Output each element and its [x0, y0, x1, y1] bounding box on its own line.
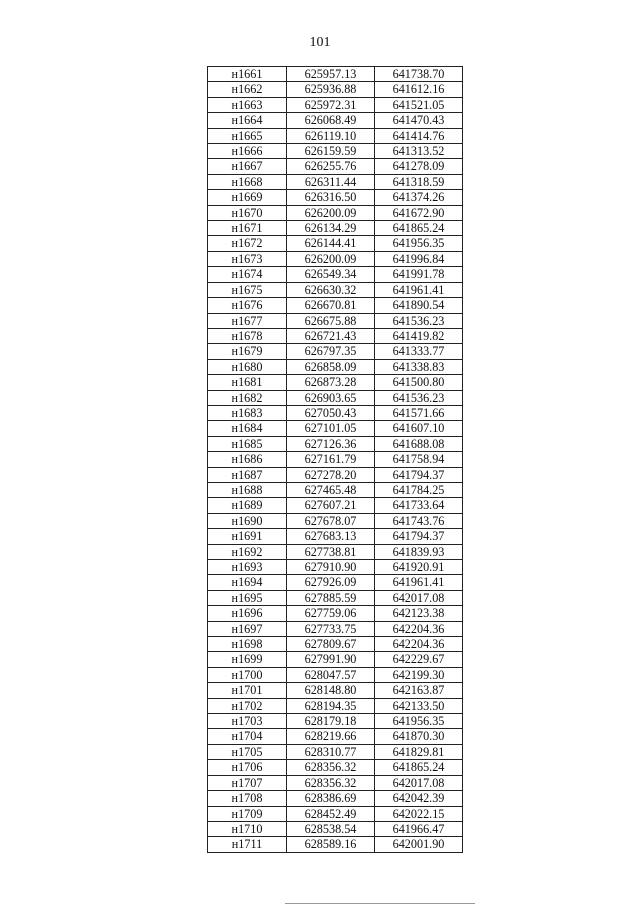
point-id-cell: н1700: [208, 667, 287, 682]
table-row: [208, 821, 463, 836]
y-coordinate-cell: 642199.30: [375, 667, 463, 682]
y-coordinate-cell: 641278.09: [375, 159, 463, 174]
point-id-cell: н1706: [208, 760, 287, 775]
table-row: [208, 590, 463, 605]
point-id-cell: н1665: [208, 128, 287, 143]
table-row: [208, 652, 463, 667]
table-row: [208, 621, 463, 636]
coordinates-table-body: [208, 67, 463, 853]
x-coordinate-cell: 627465.48: [287, 482, 375, 497]
table-row: [208, 791, 463, 806]
y-coordinate-cell: 641829.81: [375, 744, 463, 759]
x-coordinate-cell: 626159.59: [287, 144, 375, 159]
point-id-cell: н1690: [208, 513, 287, 528]
x-coordinate-cell: 628148.80: [287, 683, 375, 698]
table-row: [208, 298, 463, 313]
x-coordinate-cell: 625957.13: [287, 67, 375, 82]
table-row: [208, 67, 463, 82]
y-coordinate-cell: 641996.84: [375, 251, 463, 266]
y-coordinate-cell: 641920.91: [375, 560, 463, 575]
point-id-cell: н1663: [208, 97, 287, 112]
table-row: [208, 729, 463, 744]
y-coordinate-cell: 641794.37: [375, 529, 463, 544]
y-coordinate-cell: 641333.77: [375, 344, 463, 359]
x-coordinate-cell: 626200.09: [287, 251, 375, 266]
table-row: [208, 205, 463, 220]
table-row: [208, 529, 463, 544]
table-row: [208, 344, 463, 359]
y-coordinate-cell: 641956.35: [375, 714, 463, 729]
x-coordinate-cell: 627607.21: [287, 498, 375, 513]
point-id-cell: н1687: [208, 467, 287, 482]
y-coordinate-cell: 641612.16: [375, 82, 463, 97]
point-id-cell: н1698: [208, 637, 287, 652]
y-coordinate-cell: 641865.24: [375, 760, 463, 775]
x-coordinate-cell: 626903.65: [287, 390, 375, 405]
y-coordinate-cell: 641688.08: [375, 436, 463, 451]
point-id-cell: н1679: [208, 344, 287, 359]
x-coordinate-cell: 628310.77: [287, 744, 375, 759]
table-row: [208, 128, 463, 143]
x-coordinate-cell: 627683.13: [287, 529, 375, 544]
table-row: [208, 637, 463, 652]
y-coordinate-cell: 641733.64: [375, 498, 463, 513]
point-id-cell: н1694: [208, 575, 287, 590]
y-coordinate-cell: 642123.38: [375, 606, 463, 621]
y-coordinate-cell: 641521.05: [375, 97, 463, 112]
table-row: [208, 606, 463, 621]
y-coordinate-cell: 642022.15: [375, 806, 463, 821]
y-coordinate-cell: 641743.76: [375, 513, 463, 528]
y-coordinate-cell: 641500.80: [375, 375, 463, 390]
y-coordinate-cell: 642042.39: [375, 791, 463, 806]
y-coordinate-cell: 642017.08: [375, 775, 463, 790]
point-id-cell: н1693: [208, 560, 287, 575]
point-id-cell: н1678: [208, 328, 287, 343]
x-coordinate-cell: 628179.18: [287, 714, 375, 729]
y-coordinate-cell: 641536.23: [375, 313, 463, 328]
x-coordinate-cell: 627738.81: [287, 544, 375, 559]
y-coordinate-cell: 641414.76: [375, 128, 463, 143]
point-id-cell: н1673: [208, 251, 287, 266]
y-coordinate-cell: 641784.25: [375, 482, 463, 497]
x-coordinate-cell: 626144.41: [287, 236, 375, 251]
point-id-cell: н1680: [208, 359, 287, 374]
point-id-cell: н1674: [208, 267, 287, 282]
point-id-cell: н1676: [208, 298, 287, 313]
point-id-cell: н1670: [208, 205, 287, 220]
x-coordinate-cell: 628356.32: [287, 760, 375, 775]
page-number: 101: [309, 35, 331, 50]
x-coordinate-cell: 625972.31: [287, 97, 375, 112]
table-row: [208, 313, 463, 328]
y-coordinate-cell: 641758.94: [375, 452, 463, 467]
table-row: [208, 760, 463, 775]
x-coordinate-cell: 627050.43: [287, 405, 375, 420]
point-id-cell: н1683: [208, 405, 287, 420]
table-row: [208, 452, 463, 467]
point-id-cell: н1664: [208, 113, 287, 128]
y-coordinate-cell: 641865.24: [375, 221, 463, 236]
x-coordinate-cell: 627733.75: [287, 621, 375, 636]
table-row: [208, 421, 463, 436]
x-coordinate-cell: 628219.66: [287, 729, 375, 744]
table-row: [208, 190, 463, 205]
x-coordinate-cell: 628452.49: [287, 806, 375, 821]
point-id-cell: н1677: [208, 313, 287, 328]
point-id-cell: н1710: [208, 821, 287, 836]
point-id-cell: н1688: [208, 482, 287, 497]
y-coordinate-cell: 642001.90: [375, 837, 463, 852]
point-id-cell: н1686: [208, 452, 287, 467]
point-id-cell: н1681: [208, 375, 287, 390]
y-coordinate-cell: 641536.23: [375, 390, 463, 405]
x-coordinate-cell: 628589.16: [287, 837, 375, 852]
point-id-cell: н1685: [208, 436, 287, 451]
y-coordinate-cell: 641956.35: [375, 236, 463, 251]
y-coordinate-cell: 642204.36: [375, 637, 463, 652]
table-row: [208, 144, 463, 159]
coordinates-table: [207, 66, 463, 853]
x-coordinate-cell: 626068.49: [287, 113, 375, 128]
y-coordinate-cell: 642163.87: [375, 683, 463, 698]
table-row: [208, 482, 463, 497]
x-coordinate-cell: 626873.28: [287, 375, 375, 390]
point-id-cell: н1699: [208, 652, 287, 667]
y-coordinate-cell: 641961.41: [375, 282, 463, 297]
y-coordinate-cell: 642204.36: [375, 621, 463, 636]
x-coordinate-cell: 626255.76: [287, 159, 375, 174]
y-coordinate-cell: 641313.52: [375, 144, 463, 159]
x-coordinate-cell: 628386.69: [287, 791, 375, 806]
table-row: [208, 775, 463, 790]
point-id-cell: н1702: [208, 698, 287, 713]
table-row: [208, 267, 463, 282]
y-coordinate-cell: 641318.59: [375, 174, 463, 189]
y-coordinate-cell: 641839.93: [375, 544, 463, 559]
table-row: [208, 744, 463, 759]
x-coordinate-cell: 627809.67: [287, 637, 375, 652]
table-row: [208, 251, 463, 266]
y-coordinate-cell: 641338.83: [375, 359, 463, 374]
x-coordinate-cell: 627278.20: [287, 467, 375, 482]
x-coordinate-cell: 627759.06: [287, 606, 375, 621]
bottom-divider: [285, 903, 475, 904]
x-coordinate-cell: 626316.50: [287, 190, 375, 205]
x-coordinate-cell: 628047.57: [287, 667, 375, 682]
point-id-cell: н1668: [208, 174, 287, 189]
point-id-cell: н1709: [208, 806, 287, 821]
table-row: [208, 837, 463, 852]
point-id-cell: н1666: [208, 144, 287, 159]
point-id-cell: н1682: [208, 390, 287, 405]
x-coordinate-cell: 627885.59: [287, 590, 375, 605]
point-id-cell: н1692: [208, 544, 287, 559]
x-coordinate-cell: 627101.05: [287, 421, 375, 436]
point-id-cell: н1707: [208, 775, 287, 790]
point-id-cell: н1696: [208, 606, 287, 621]
y-coordinate-cell: 641966.47: [375, 821, 463, 836]
x-coordinate-cell: 625936.88: [287, 82, 375, 97]
x-coordinate-cell: 627126.36: [287, 436, 375, 451]
table-row: [208, 405, 463, 420]
table-row: [208, 390, 463, 405]
y-coordinate-cell: 641419.82: [375, 328, 463, 343]
table-row: [208, 667, 463, 682]
x-coordinate-cell: 626670.81: [287, 298, 375, 313]
point-id-cell: н1669: [208, 190, 287, 205]
point-id-cell: н1703: [208, 714, 287, 729]
x-coordinate-cell: 626858.09: [287, 359, 375, 374]
x-coordinate-cell: 627678.07: [287, 513, 375, 528]
x-coordinate-cell: 626675.88: [287, 313, 375, 328]
point-id-cell: н1661: [208, 67, 287, 82]
table-row: [208, 97, 463, 112]
table-row: [208, 113, 463, 128]
table-row: [208, 714, 463, 729]
table-row: [208, 806, 463, 821]
table-row: [208, 498, 463, 513]
point-id-cell: н1689: [208, 498, 287, 513]
table-row: [208, 513, 463, 528]
y-coordinate-cell: 641470.43: [375, 113, 463, 128]
x-coordinate-cell: 626200.09: [287, 205, 375, 220]
point-id-cell: н1667: [208, 159, 287, 174]
point-id-cell: н1684: [208, 421, 287, 436]
table-row: [208, 575, 463, 590]
x-coordinate-cell: 626311.44: [287, 174, 375, 189]
table-row: [208, 282, 463, 297]
y-coordinate-cell: 641374.26: [375, 190, 463, 205]
point-id-cell: н1701: [208, 683, 287, 698]
x-coordinate-cell: 627991.90: [287, 652, 375, 667]
point-id-cell: н1708: [208, 791, 287, 806]
y-coordinate-cell: 641991.78: [375, 267, 463, 282]
y-coordinate-cell: 641672.90: [375, 205, 463, 220]
x-coordinate-cell: 626630.32: [287, 282, 375, 297]
table-row: [208, 698, 463, 713]
point-id-cell: н1697: [208, 621, 287, 636]
y-coordinate-cell: 641607.10: [375, 421, 463, 436]
x-coordinate-cell: 627161.79: [287, 452, 375, 467]
y-coordinate-cell: 642133.50: [375, 698, 463, 713]
point-id-cell: н1704: [208, 729, 287, 744]
point-id-cell: н1705: [208, 744, 287, 759]
x-coordinate-cell: 626721.43: [287, 328, 375, 343]
table-row: [208, 159, 463, 174]
y-coordinate-cell: 641738.70: [375, 67, 463, 82]
table-row: [208, 436, 463, 451]
y-coordinate-cell: 641890.54: [375, 298, 463, 313]
x-coordinate-cell: 626549.34: [287, 267, 375, 282]
y-coordinate-cell: 641794.37: [375, 467, 463, 482]
table-row: [208, 560, 463, 575]
table-row: [208, 82, 463, 97]
y-coordinate-cell: 642017.08: [375, 590, 463, 605]
point-id-cell: н1672: [208, 236, 287, 251]
y-coordinate-cell: 641571.66: [375, 405, 463, 420]
table-row: [208, 328, 463, 343]
x-coordinate-cell: 626797.35: [287, 344, 375, 359]
table-row: [208, 375, 463, 390]
table-row: [208, 236, 463, 251]
table-row: [208, 359, 463, 374]
table-row: [208, 174, 463, 189]
table-row: [208, 221, 463, 236]
x-coordinate-cell: 627926.09: [287, 575, 375, 590]
y-coordinate-cell: 642229.67: [375, 652, 463, 667]
table-row: [208, 544, 463, 559]
point-id-cell: н1675: [208, 282, 287, 297]
table-row: [208, 467, 463, 482]
x-coordinate-cell: 626134.29: [287, 221, 375, 236]
y-coordinate-cell: 641961.41: [375, 575, 463, 590]
table-row: [208, 683, 463, 698]
x-coordinate-cell: 626119.10: [287, 128, 375, 143]
point-id-cell: н1711: [208, 837, 287, 852]
point-id-cell: н1695: [208, 590, 287, 605]
x-coordinate-cell: 628194.35: [287, 698, 375, 713]
x-coordinate-cell: 627910.90: [287, 560, 375, 575]
point-id-cell: н1662: [208, 82, 287, 97]
y-coordinate-cell: 641870.30: [375, 729, 463, 744]
x-coordinate-cell: 628356.32: [287, 775, 375, 790]
point-id-cell: н1691: [208, 529, 287, 544]
point-id-cell: н1671: [208, 221, 287, 236]
x-coordinate-cell: 628538.54: [287, 821, 375, 836]
